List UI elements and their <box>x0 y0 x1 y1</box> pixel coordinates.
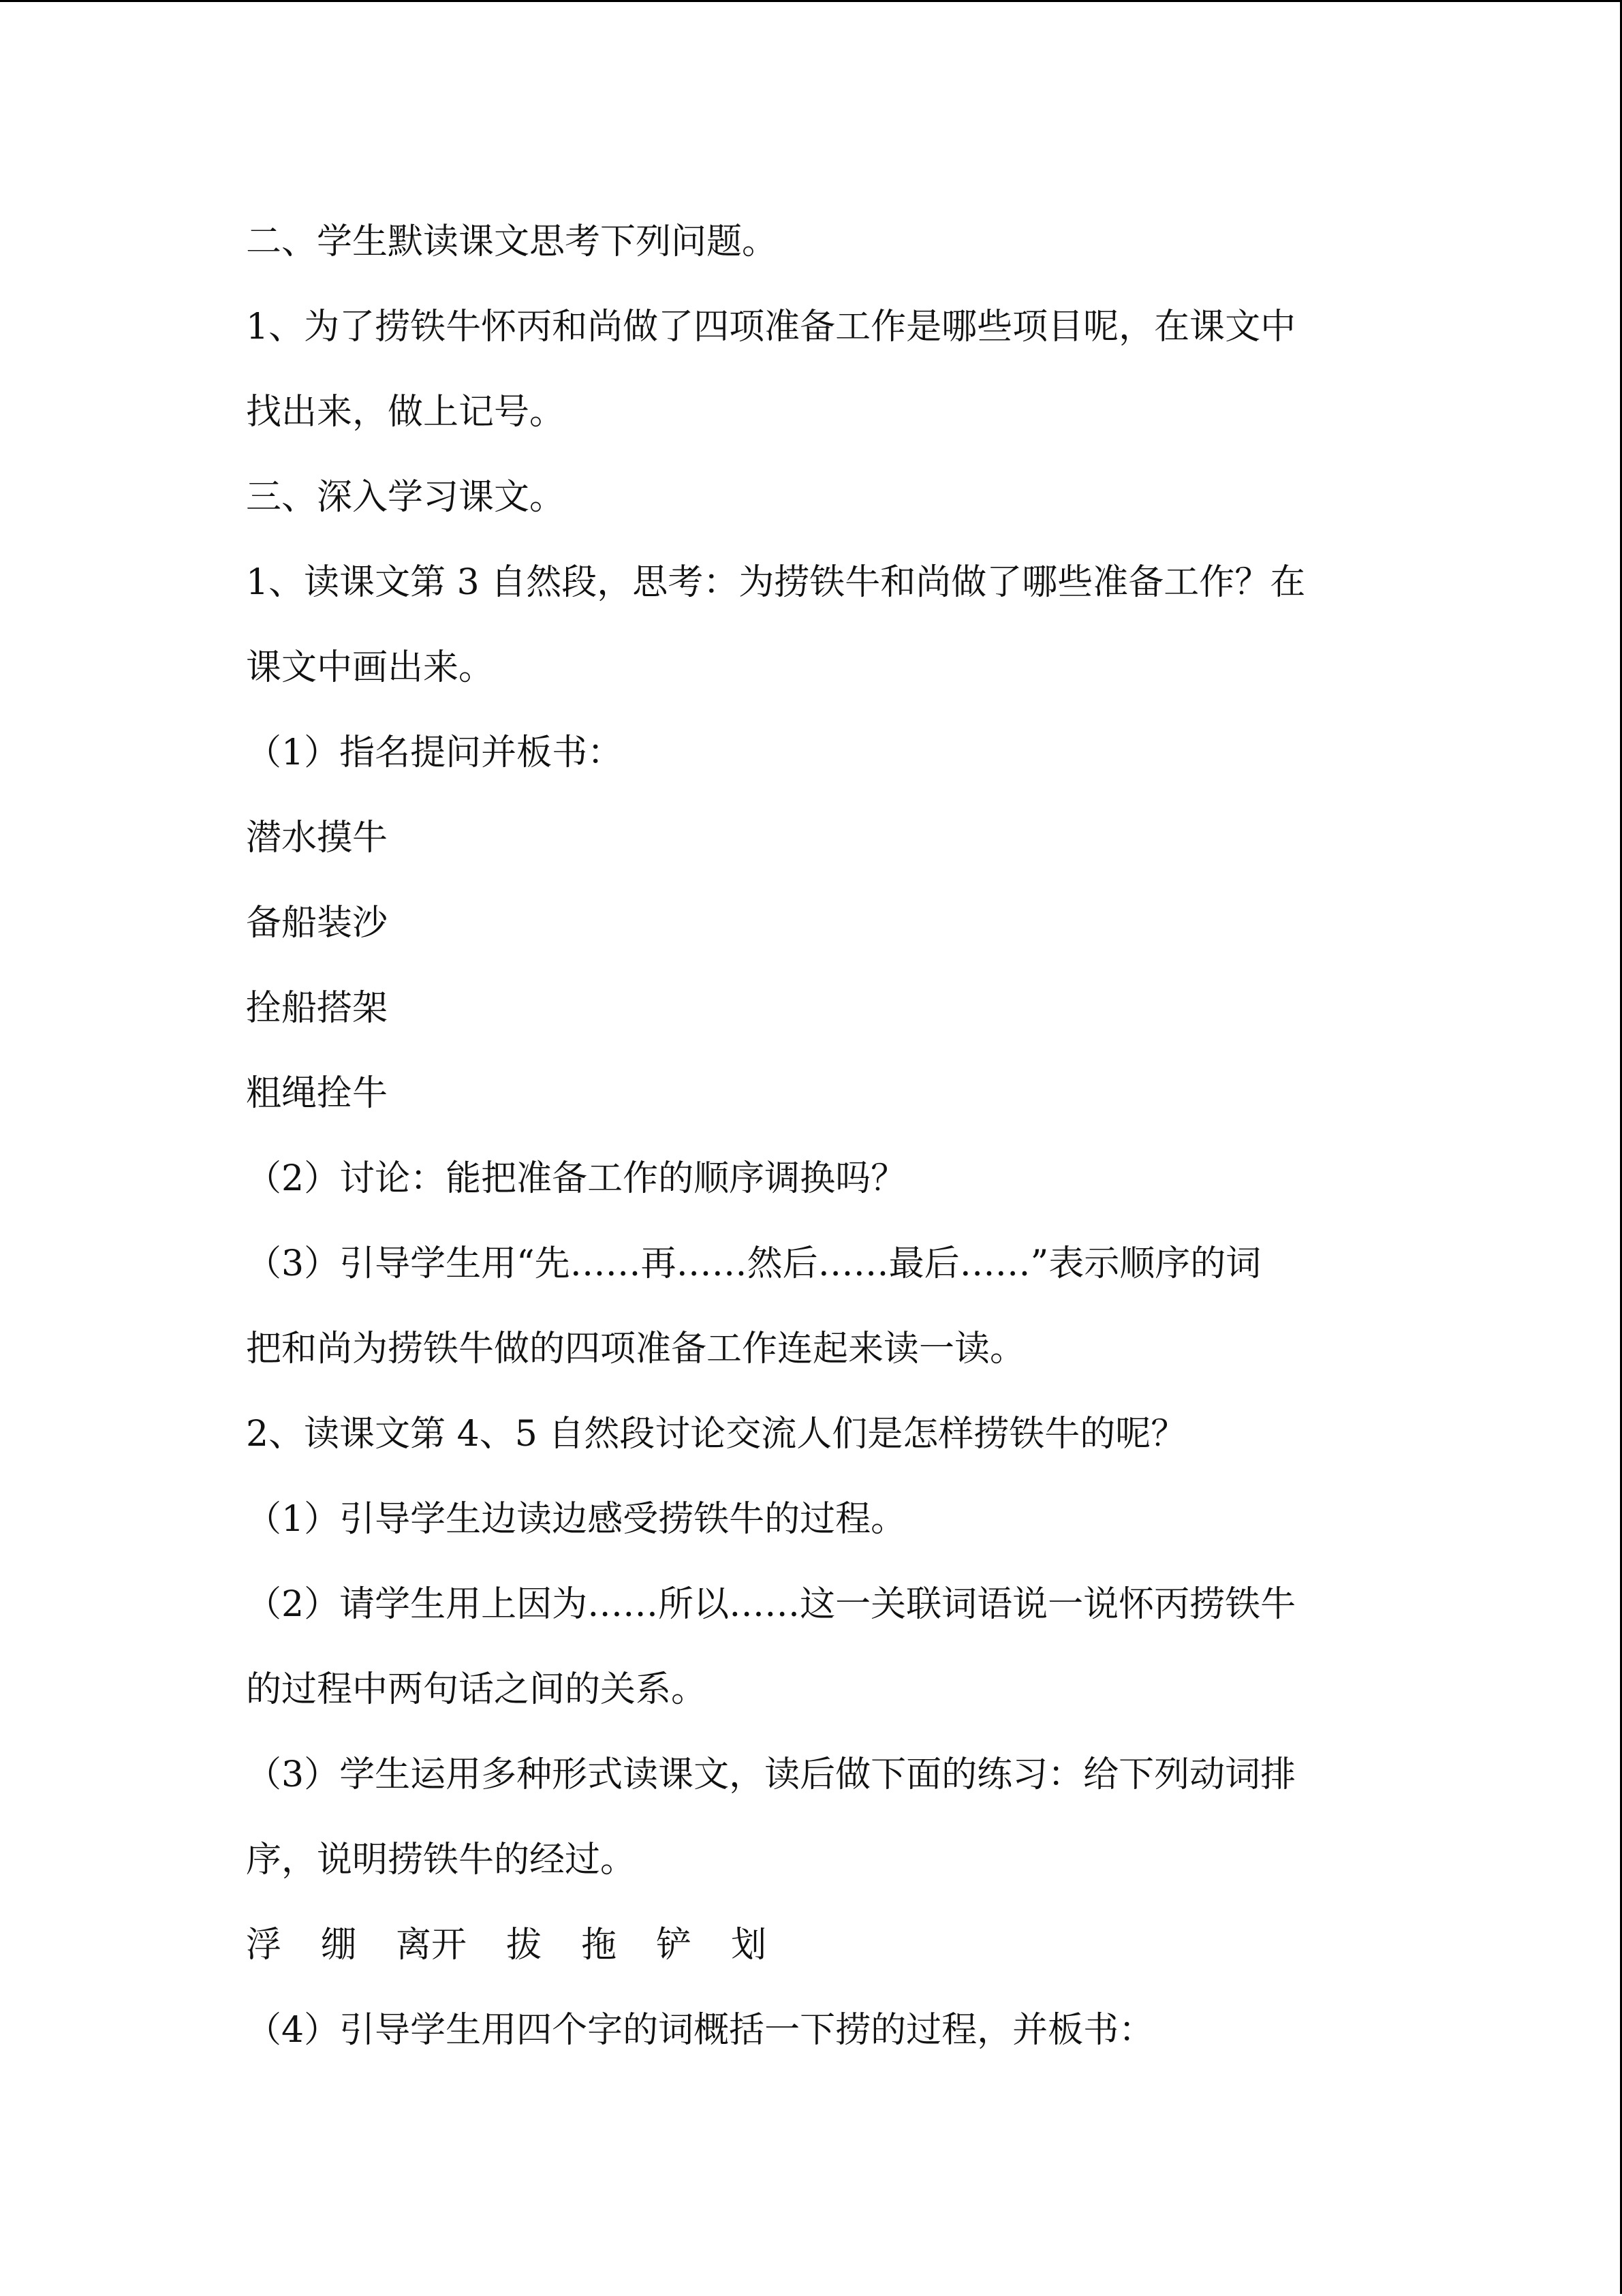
step-2-sub-3-line-2: 序，说明捞铁牛的经过。 <box>246 1840 636 1880</box>
step-1-sub-2: （2）讨论：能把准备工作的顺序调换吗？ <box>246 1158 907 1199</box>
step-1-line-2: 课文中画出来。 <box>246 647 495 688</box>
verb-item: 浮 <box>246 1925 282 1966</box>
verb-item: 离开 <box>396 1925 467 1966</box>
verb-item: 拔 <box>506 1925 542 1966</box>
question-1-line-2: 找出来，做上记号。 <box>246 392 565 433</box>
step-1-sub-1: （1）指名提问并板书： <box>246 732 623 773</box>
verb-item: 划 <box>731 1925 767 1966</box>
question-1-line-1: 1、为了捞铁牛怀丙和尚做了四项准备工作是哪些项目呢，在课文中 <box>246 307 1296 347</box>
document-body <box>246 200 1384 2073</box>
step-2-sub-4: （4）引导学生用四个字的词概括一下捞的过程，并板书： <box>246 2010 1155 2051</box>
board-item-3: 拴船搭架 <box>246 988 388 1029</box>
step-1-sub-3-line-2: 把和尚为捞铁牛做的四项准备工作连起来读一读。 <box>246 1329 1026 1369</box>
board-item-2: 备船装沙 <box>246 903 388 944</box>
document-page <box>0 2 1622 2296</box>
step-2-sub-3-line-1: （3）学生运用多种形式读课文，读后做下面的练习：给下列动词排 <box>246 1754 1296 1795</box>
section-heading-2: 二、学生默读课文思考下列问题。 <box>246 221 778 262</box>
step-1-sub-3-line-1: （3）引导学生用“先……再……然后……最后……”表示顺序的词 <box>246 1243 1262 1284</box>
verb-item: 铲 <box>656 1925 692 1966</box>
verb-item: 拖 <box>581 1925 617 1966</box>
verb-list <box>246 1903 1384 1988</box>
step-2-line: 2、读课文第 4、5 自然段讨论交流人们是怎样捞铁牛的呢？ <box>246 1414 1187 1455</box>
step-2-sub-2-line-1: （2）请学生用上因为……所以……这一关联词语说一说怀丙捞铁牛 <box>246 1584 1296 1625</box>
step-2-sub-1: （1）引导学生边读边感受捞铁牛的过程。 <box>246 1499 907 1540</box>
step-2-sub-2-line-2: 的过程中两句话之间的关系。 <box>246 1669 707 1710</box>
step-1-line-1: 1、读课文第 3 自然段，思考：为捞铁牛和尚做了哪些准备工作？在 <box>246 562 1306 603</box>
board-item-1: 潜水摸牛 <box>246 818 388 858</box>
verb-item: 绷 <box>321 1925 357 1966</box>
section-heading-3: 三、深入学习课文。 <box>246 477 565 518</box>
board-item-4: 粗绳拴牛 <box>246 1073 388 1114</box>
